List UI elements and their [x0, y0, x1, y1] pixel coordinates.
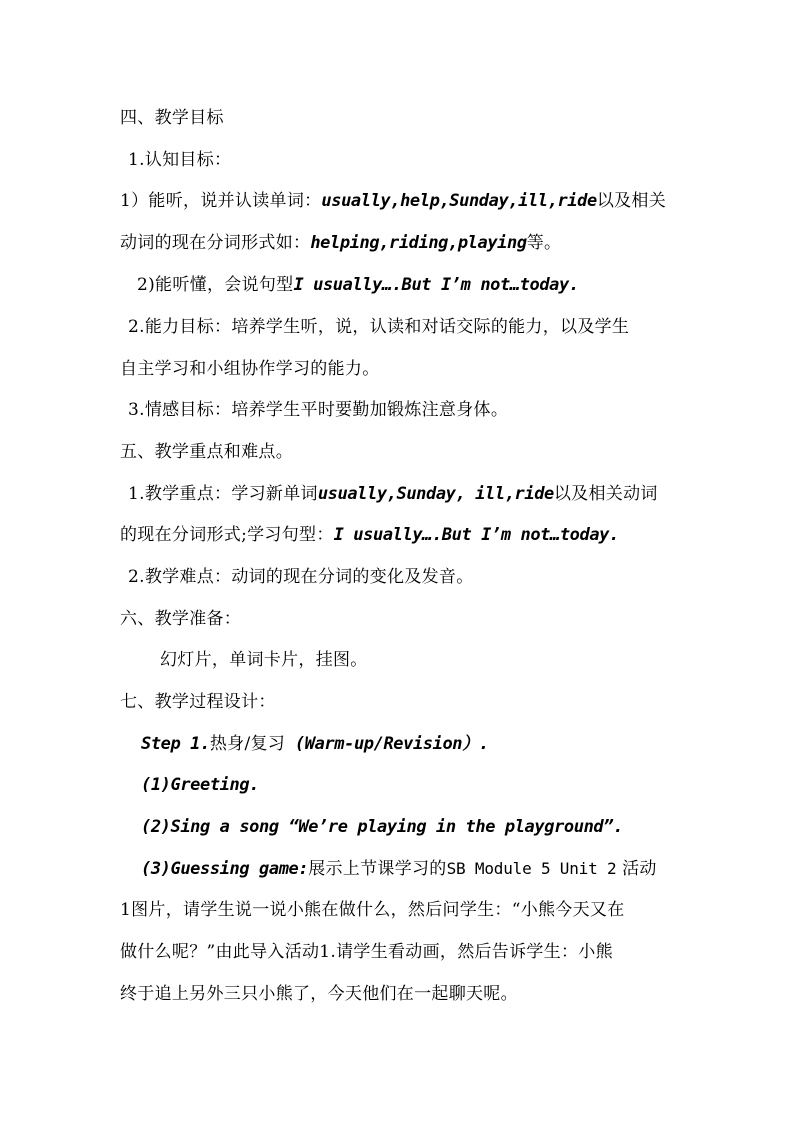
item-text: (2)Sing a song “We’re playing in the playground”. — [141, 817, 623, 837]
item-text: (1)Greeting. — [141, 775, 260, 795]
step-item-greeting — [141, 773, 259, 797]
guessing-game-cont-3 — [120, 982, 518, 1006]
paragraph-text: 幻灯片，单词卡片，挂图。 — [160, 650, 368, 670]
paragraph-text: 2.教学难点：动词的现在分词的变化及发音。 — [128, 567, 474, 587]
paragraph-text: 3.情感目标：培养学生平时要勤加锻炼注意身体。 — [128, 400, 509, 420]
section-heading-process — [120, 690, 276, 714]
preparation-materials — [160, 648, 368, 672]
section-heading-key-points — [120, 440, 293, 464]
heading-text: 五、教学重点和难点。 — [120, 442, 293, 462]
paragraph-text: 活动 — [616, 859, 657, 879]
ability-objective — [128, 315, 629, 339]
heading-text: 七、教学过程设计： — [120, 692, 276, 712]
paragraph-text: 做什么呢？”由此导入活动1.请学生看动画，然后告诉学生：小熊 — [120, 942, 613, 962]
heading-text: 六、教学准备： — [120, 609, 242, 629]
english-sentence: I usually….But I’m not…today. — [333, 525, 619, 545]
paragraph-text: 等。 — [526, 233, 562, 253]
paragraph-text: 以及相关动词 — [553, 484, 658, 504]
cognitive-objective-title — [128, 148, 231, 172]
section-heading-preparation — [120, 607, 241, 631]
guessing-game-cont-1 — [120, 898, 625, 922]
english-words: usually,Sunday, ill,ride — [317, 484, 554, 504]
paragraph-text: 以及相关 — [596, 191, 667, 211]
paragraph-text: 1.教学重点：学习新单词 — [128, 484, 318, 504]
ability-objective-cont — [120, 357, 380, 381]
heading-text: 四、教学目标 — [120, 108, 224, 128]
cognitive-objective-1 — [120, 189, 666, 213]
step-1-heading — [141, 732, 489, 756]
paragraph-text: 终于追上另外三只小熊了，今天他们在一起聊天呢。 — [120, 984, 518, 1004]
item-label: (3)Guessing game: — [141, 859, 309, 879]
module-reference: SB Module 5 Unit 2 — [446, 859, 617, 878]
key-point-cont — [120, 523, 619, 547]
paragraph-text: 展示上节课学习的 — [308, 859, 447, 879]
emotion-objective — [128, 398, 508, 422]
section-heading-objectives — [120, 106, 224, 130]
paragraph-text: 1）能听，说并认读单词： — [120, 191, 322, 211]
paragraph-text: 1.认知目标： — [128, 150, 232, 170]
step-title: 热身/复习 — [209, 734, 286, 754]
english-sentence: I usually….But I’m not…today. — [293, 275, 579, 295]
step-label: Step 1. — [141, 734, 210, 754]
step-item-song — [141, 815, 623, 839]
paragraph-text: 1图片，请学生说一说小熊在做什么，然后问学生：“小熊今天又在 — [120, 900, 625, 920]
paragraph-text: 动词的现在分词形式如： — [120, 233, 311, 253]
difficulty-point — [128, 565, 474, 589]
paragraph-text: 2)能听懂，会说句型 — [137, 275, 294, 295]
paragraph-text: 的现在分词形式;学习句型： — [120, 525, 334, 545]
step-english: (Warm-up/Revision）. — [285, 734, 489, 754]
paragraph-text: 自主学习和小组协作学习的能力。 — [120, 359, 380, 379]
guessing-game-cont-2 — [120, 940, 613, 964]
cognitive-objective-1-cont — [120, 231, 561, 255]
english-words: helping,riding,playing — [310, 233, 527, 253]
cognitive-objective-2 — [137, 273, 579, 297]
english-words: usually,help,Sunday,ill,ride — [321, 191, 597, 211]
paragraph-text: 2.能力目标：培养学生听，说，认读和对话交际的能力，以及学生 — [128, 317, 630, 337]
key-point — [128, 482, 658, 506]
step-item-guessing-game — [141, 857, 657, 881]
